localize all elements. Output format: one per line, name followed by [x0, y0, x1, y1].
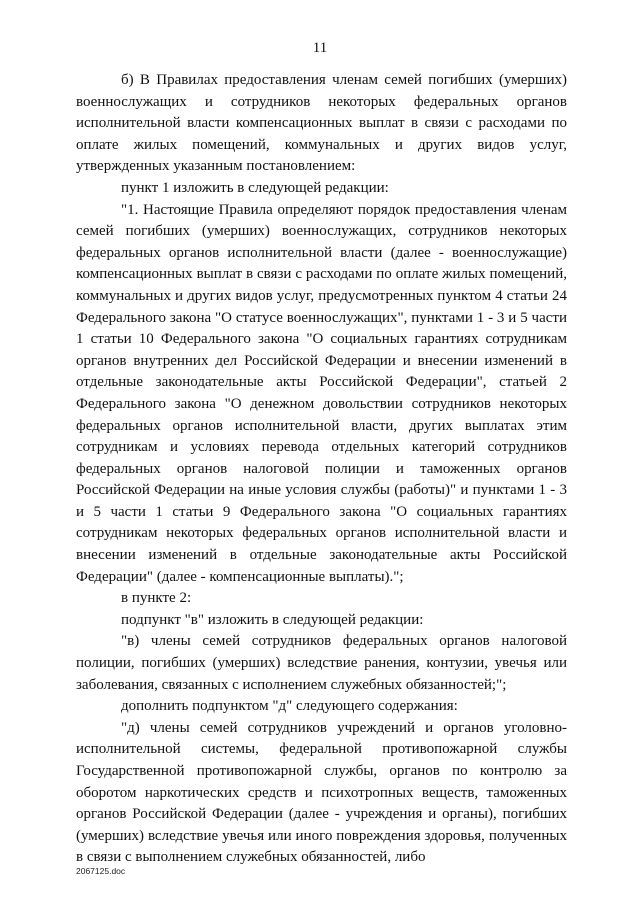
- paragraph-item2-heading: в пункте 2:: [121, 590, 192, 607]
- footer-filename: 2067125.doc: [76, 866, 126, 876]
- paragraph-intro: б) В Правилах предоставления членам семей погибших (умерших) военнослужащих и сотрудников некоторых федеральных органов исполнительной власти компенсационных выплат в связи с расходами по оплате жилых помещений, коммунальных и других видов услуг, утвержденных указанным постановлением:: [76, 72, 567, 175]
- paragraph-item1-instruction: пункт 1 изложить в следующей редакции:: [121, 179, 389, 196]
- page-number: 11: [312, 40, 328, 56]
- paragraph-subitem-d-instruction: дополнить подпунктом "д" следующего содержания:: [121, 698, 458, 715]
- paragraph-item1-text: "1. Настоящие Правила определяют порядок предоставления членам семей погибших (умерших) военнослужащих, сотрудников некоторых федеральных органов исполнительной власти (далее - военнослужащие) компенсационных выплат в связи с расходами по оплате жилых помещений, коммунальных и других видов услуг, предусмотренных пунктом 4 статьи 24 Федерального закона "О статусе военнослужащих", пунктами 1 - 3 и 5 части 1 статьи 10 Федерального закона "О социальных гарантиях сотрудникам органов внутренних дел Российской Федерации и внесении изменений в отдельные законодательные акты Российской Федерации", статьей 2 Федерального закона "О денежном довольствии сотрудников некоторых федеральных органов исполнительной власти, других выплатах этим сотрудникам и условиях перевода отдельных категорий сотрудников федеральных органов налоговой полиции и таможенных органов Российской Федерации на иные условия службы (работы)" и пунктами 1 - 3 и 5 части 1 статьи 9 Федерального закона "О социальных гарантиях сотрудникам некоторых федеральных органов исполнительной власти и внесении изменений в отдельные законодательные акты Российской Федерации" (далее - компенсационные выплаты).";: [76, 201, 567, 585]
- paragraph-subitem-v-text: "в) члены семей сотрудников федеральных органов налоговой полиции, погибших (умерших) вследствие ранения, контузии, увечья или заболевания, связанных с исполнением служебных обязанностей;";: [76, 633, 567, 693]
- document-body: [76, 70, 567, 869]
- paragraph-subitem-v-instruction: подпункт "в" изложить в следующей редакции:: [121, 611, 424, 628]
- paragraph-subitem-d-text: "д) члены семей сотрудников учреждений и органов уголовно-исполнительной системы, федеральной противопожарной службы Государственной противопожарной службы, органов по контролю за оборотом наркотических средств и психотропных веществ, таможенных органов Российской Федерации (далее - учреждения и органы), погибших (умерших) вследствие увечья или иного повреждения здоровья, полученных в связи с выполнением служебных обязанностей, либо: [76, 719, 567, 866]
